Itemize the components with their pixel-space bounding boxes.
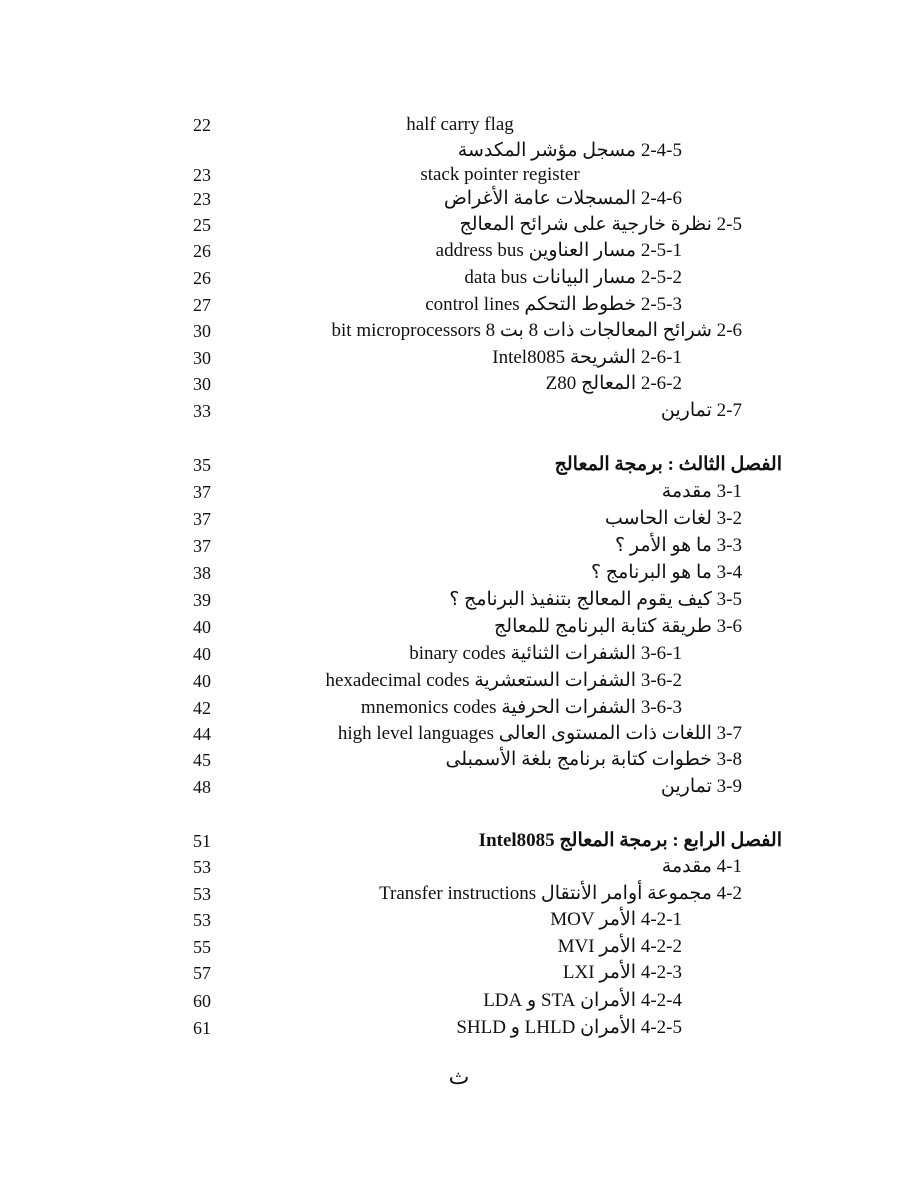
toc-row xyxy=(0,934,918,960)
toc-page-number: 38 xyxy=(193,563,211,583)
toc-entry: 3-6-1 الشفرات الثنائية binary codes xyxy=(409,643,682,664)
toc-row xyxy=(0,881,918,907)
toc-page-number: 61 xyxy=(193,1018,211,1038)
toc-page-number: 37 xyxy=(193,482,211,502)
toc-row xyxy=(0,587,918,613)
toc-entry: 3-1 مقدمة xyxy=(661,481,742,502)
toc-page-number: 37 xyxy=(193,536,211,556)
toc-page-number: 39 xyxy=(193,590,211,610)
toc-entry: 3-8 خطوات كتابة برنامج بلغة الأسمبلى xyxy=(445,749,742,770)
toc-row xyxy=(0,668,918,694)
toc-row xyxy=(0,452,918,478)
toc-entry: 2-7 تمارين xyxy=(660,400,742,421)
toc-page-number: 40 xyxy=(193,644,211,664)
toc-entry: 2-6 شرائح المعالجات ذات 8 بت 8 bit microprocessors xyxy=(331,320,742,341)
toc-page-number: 23 xyxy=(193,165,211,185)
toc-entry: 2-4-6 المسجلات عامة الأغراض xyxy=(443,188,682,209)
toc-row xyxy=(0,506,918,532)
toc-page-number: 48 xyxy=(193,777,211,797)
toc-entry: 2-5 نظرة خارجية على شرائح المعالج xyxy=(459,214,742,235)
toc-page-number: 55 xyxy=(193,937,211,957)
toc-entry: 3-4 ما هو البرنامج ؟ xyxy=(590,562,742,583)
toc-page-number: 53 xyxy=(193,910,211,930)
toc-entry: 4-1 مقدمة xyxy=(661,856,742,877)
page-footer-letter: ث xyxy=(448,1064,470,1089)
toc-entry: 2-6-2 المعالج Z80 xyxy=(545,373,682,394)
toc-row xyxy=(0,112,918,138)
toc-row xyxy=(0,774,918,800)
toc-page-number: 22 xyxy=(193,115,211,135)
toc-page-number: 25 xyxy=(193,215,211,235)
toc-entry: 4-2-4 الأمران STA و LDA xyxy=(483,990,682,1011)
toc-entry: 3-3 ما هو الأمر ؟ xyxy=(615,535,742,556)
toc-page-number: 27 xyxy=(193,295,211,315)
toc-row xyxy=(0,907,918,933)
toc-row xyxy=(0,345,918,371)
toc-entry: 3-9 تمارين xyxy=(660,776,742,797)
toc-row xyxy=(0,988,918,1014)
toc-row xyxy=(0,371,918,397)
toc-row xyxy=(0,747,918,773)
toc-page-number: 45 xyxy=(193,750,211,770)
toc-entry: 2-4-5 مسجل مؤشر المكدسة xyxy=(457,140,682,161)
toc-row xyxy=(0,721,918,747)
toc-row xyxy=(0,398,918,424)
toc-page-number: 44 xyxy=(193,724,211,744)
toc-entry: 2-5-3 خطوط التحكم control lines xyxy=(425,294,682,315)
toc-entry: 3-6-3 الشفرات الحرفية mnemonics codes xyxy=(360,697,682,718)
toc-page-number: 33 xyxy=(193,401,211,421)
toc-page-number: 30 xyxy=(193,374,211,394)
toc-page-number: 53 xyxy=(193,857,211,877)
toc-row xyxy=(0,560,918,586)
toc-page-number: 42 xyxy=(193,698,211,718)
toc-row xyxy=(0,138,918,164)
toc-page-number: 40 xyxy=(193,671,211,691)
toc-entry: 3-6 طريقة كتابة البرنامج للمعالج xyxy=(494,616,742,637)
toc-page-number: 53 xyxy=(193,884,211,904)
toc-entry: 3-5 كيف يقوم المعالج بتنفيذ البرنامج ؟ xyxy=(449,589,742,610)
toc-entry: 4-2-5 الأمران LHLD و SHLD xyxy=(456,1017,682,1038)
toc-row xyxy=(0,238,918,264)
toc-row xyxy=(0,960,918,986)
toc-entry: 4-2 مجموعة أوامر الأنتقال Transfer instructions xyxy=(379,883,742,904)
toc-page-number: 37 xyxy=(193,509,211,529)
toc-page-number: 23 xyxy=(193,189,211,209)
toc-entry: 2-6-1 الشريحة Intel8085 xyxy=(492,347,682,368)
toc-page-number: 30 xyxy=(193,321,211,341)
toc-page-number: 26 xyxy=(193,241,211,261)
toc-entry: 3-6-2 الشفرات الستعشرية hexadecimal codes xyxy=(325,670,682,691)
toc-row xyxy=(0,186,918,212)
toc-entry: stack pointer register xyxy=(420,164,580,185)
toc-row xyxy=(0,828,918,854)
toc-row xyxy=(0,265,918,291)
toc-row xyxy=(0,479,918,505)
chapter-heading: الفصل الرابع : برمجة المعالج Intel8085 xyxy=(478,830,782,851)
toc-entry: 2-5-2 مسار البيانات data bus xyxy=(464,267,682,288)
toc-page-number: 60 xyxy=(193,991,211,1011)
toc-entry: 2-5-1 مسار العناوين address bus xyxy=(435,240,682,261)
toc-row xyxy=(0,162,918,188)
toc-page-number: 40 xyxy=(193,617,211,637)
toc-row xyxy=(0,1015,918,1041)
toc-entry: 3-7 اللغات ذات المستوى العالى high level languages xyxy=(337,723,742,744)
toc-row xyxy=(0,695,918,721)
toc-entry: half carry flag xyxy=(406,114,514,135)
toc-page-number: 35 xyxy=(193,455,211,475)
toc-row xyxy=(0,854,918,880)
chapter-heading: الفصل الثالث : برمجة المعالج xyxy=(554,454,782,475)
toc-entry: 3-2 لغات الحاسب xyxy=(604,508,742,529)
toc-entry: 4-2-1 الأمر MOV xyxy=(550,909,682,930)
toc-row xyxy=(0,212,918,238)
toc-page-number: 51 xyxy=(193,831,211,851)
toc-row xyxy=(0,614,918,640)
toc-row xyxy=(0,292,918,318)
toc-page-number: 30 xyxy=(193,348,211,368)
toc-entry: 4-2-3 الأمر LXI xyxy=(562,962,682,983)
toc-row xyxy=(0,318,918,344)
toc-entry: 4-2-2 الأمر MVI xyxy=(557,936,682,957)
toc-page-number: 57 xyxy=(193,963,211,983)
toc-row xyxy=(0,533,918,559)
toc-row xyxy=(0,641,918,667)
toc-page-number: 26 xyxy=(193,268,211,288)
